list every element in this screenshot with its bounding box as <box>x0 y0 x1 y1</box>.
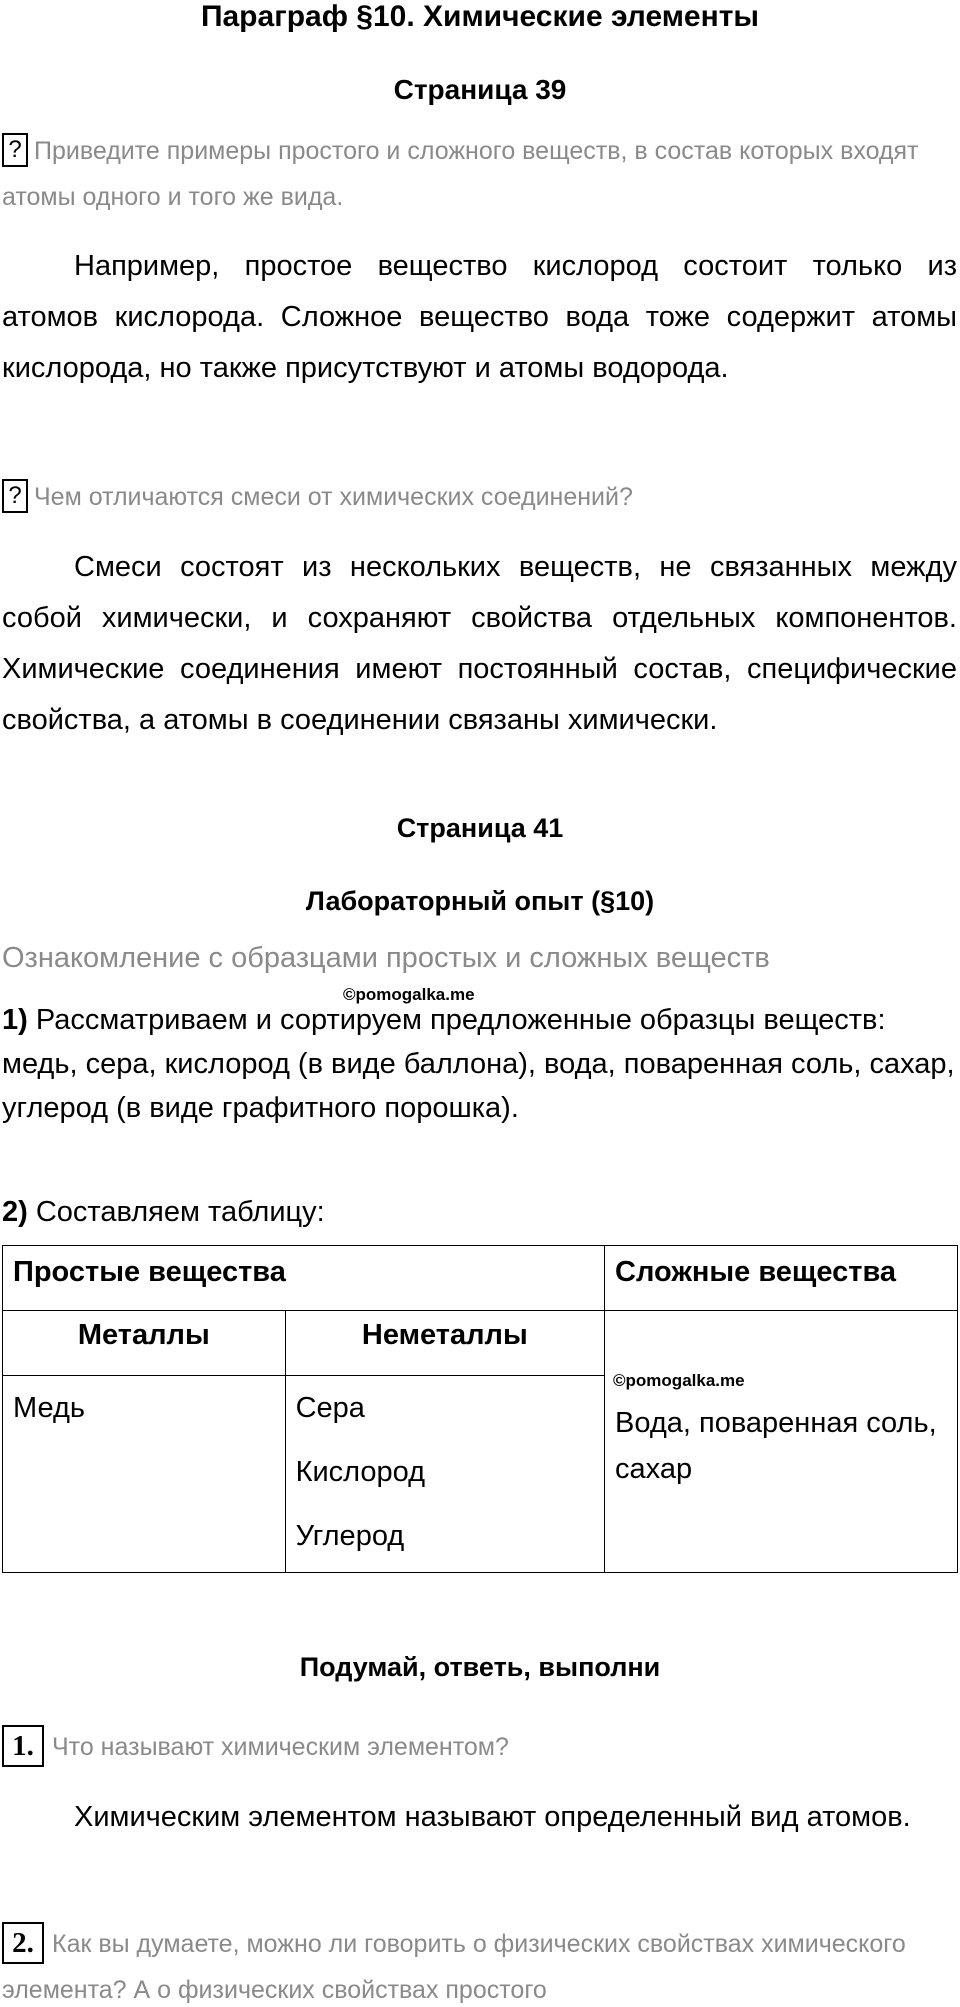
question-number-1: 1. <box>2 1725 44 1767</box>
step-1-number: 1) <box>2 1004 28 1036</box>
think-question-2-text: Как вы думаете, можно ли говорить о физических свойствах химического элемента? А о физических свойствах простого <box>2 1930 906 2004</box>
complex-substances-cell <box>605 1311 958 1573</box>
complex-substances-header: Сложные вещества <box>605 1246 958 1311</box>
question-2-text: Чем отличаются смеси от химических соединений? <box>34 483 633 511</box>
question-1 <box>2 128 957 220</box>
think-answer-1: Химическим элементом называют определенный вид атомов. <box>74 1801 911 1833</box>
nonmetals-cell <box>285 1376 604 1573</box>
question-2 <box>2 474 957 520</box>
page-title: Параграф §10. Химические элементы <box>200 0 760 33</box>
nonmetal-item: Кислород <box>295 1456 426 1488</box>
step-2-text: Составляем таблицу: <box>35 1196 325 1228</box>
answer-1: Например, простое вещество кислород состоит только из атомов кислорода. Сложное вещество вода тоже содержит атомы кислорода, но также присутствуют и атомы водорода. <box>2 250 957 384</box>
metal-item: Медь <box>13 1392 86 1424</box>
watermark: ©pomogalka.me <box>343 985 475 1004</box>
step-2 <box>2 1190 957 1234</box>
simple-substances-header: Простые вещества <box>3 1246 605 1311</box>
nonmetals-header: Неметаллы <box>285 1311 604 1376</box>
complex-substances-list: Вода, поваренная соль, сахар <box>615 1407 937 1485</box>
page-41-heading: Страница 41 <box>396 813 564 843</box>
table-watermark: ©pomogalka.me <box>613 1371 745 1390</box>
question-1-text: Приведите примеры простого и сложного веществ, в состав которых входят атомы одного и того же вида. <box>2 137 919 211</box>
metals-header: Металлы <box>3 1311 286 1376</box>
think-question-2 <box>2 1921 957 2007</box>
think-question-1 <box>2 1724 957 1770</box>
nonmetal-item: Сера <box>295 1392 365 1424</box>
question-number-2: 2. <box>2 1922 44 1964</box>
substances-table <box>2 1245 958 1573</box>
step-1-text: Рассматриваем и сортируем предложенные образцы веществ: медь, сера, кислород (в виде баллона), вода, поваренная соль, сахар, углерод (в виде графитного порошка). <box>2 1004 955 1124</box>
think-question-1-text: Что называют химическим элементом? <box>52 1733 509 1761</box>
lab-subtitle: Ознакомление с образцами простых и сложных веществ <box>2 942 770 974</box>
step-1 <box>2 998 957 1130</box>
question-mark-icon: ? <box>2 133 28 167</box>
lab-heading: Лабораторный опыт (§10) <box>305 886 655 916</box>
think-heading: Подумай, ответь, выполни <box>299 1652 661 1682</box>
step-2-number: 2) <box>2 1196 28 1228</box>
page-39-heading: Страница 39 <box>393 74 567 105</box>
answer-2: Смеси состоят из нескольких веществ, не связанных между собой химически, и сохраняют свойства отдельных компонентов. Химические соединения имеют постоянный состав, специфические свойства, а атомы в соединении связаны химически. <box>2 551 957 736</box>
metals-cell <box>3 1376 286 1573</box>
nonmetal-item: Углерод <box>295 1520 405 1552</box>
question-mark-icon: ? <box>2 479 28 513</box>
